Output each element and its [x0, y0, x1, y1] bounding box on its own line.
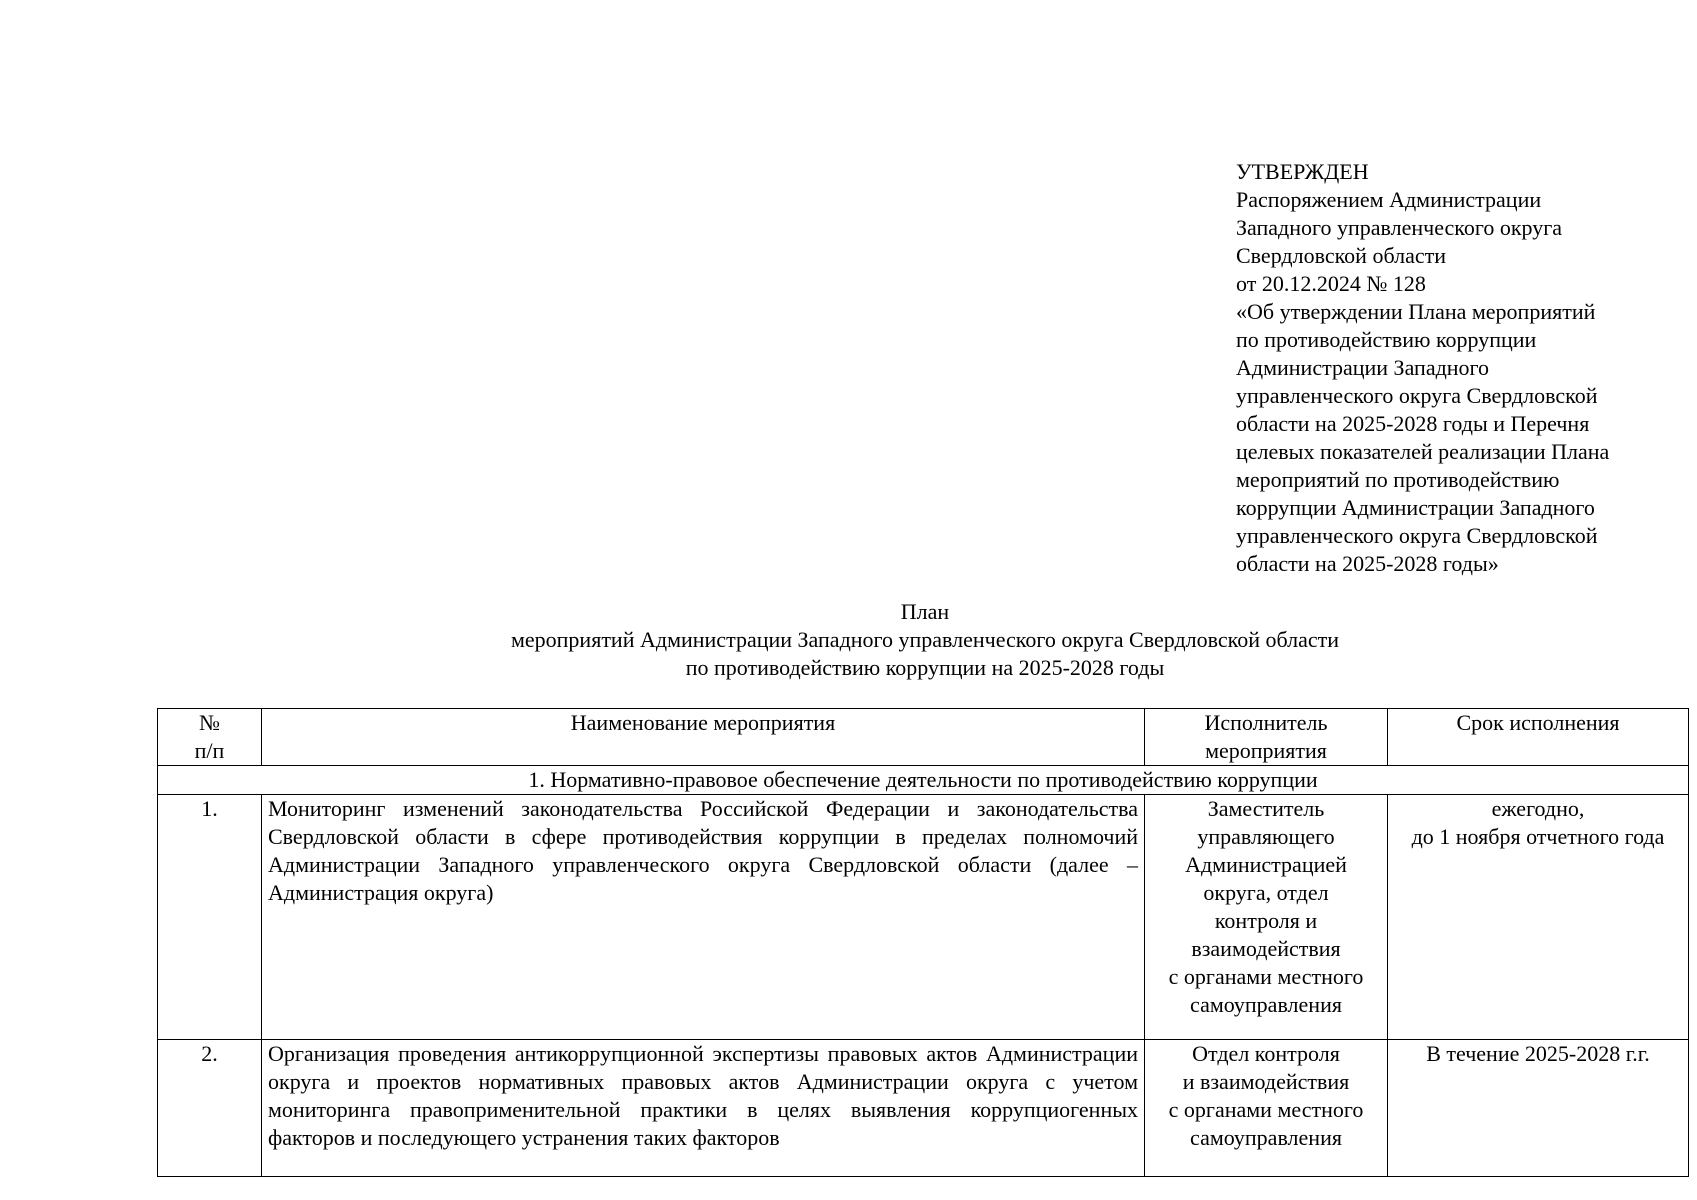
plan-title-line2: мероприятий Администрации Западного управленческого округа Свердловской области	[510, 627, 1340, 652]
row-name: Мониторинг изменений законодательства Российской Федерации и законодательства Свердловской области в сфере противодействия коррупции в пределах полномочий Администрации Западного управленческого округа Свердловской области (далее – Администрация округа)	[262, 795, 1145, 1040]
approval-line: области на 2025-2028 годы и Перечня	[1236, 411, 1590, 436]
approval-line: коррупции Администрации Западного	[1236, 495, 1595, 520]
row-name: Организация проведения антикоррупционной экспертизы правовых актов Администрации округа и проектов нормативных правовых актов Администрации округа с учетом мониторинга правоприменительной практики в целях выявления коррупциогенных факторов и последующего устранения таких факторов	[262, 1040, 1145, 1177]
plan-table	[157, 708, 1689, 1177]
section-row	[158, 766, 1689, 795]
approval-line: Распоряжением Администрации	[1236, 187, 1542, 212]
approval-line: управленческого округа Свердловской	[1236, 523, 1598, 548]
section-title: 1. Нормативно-правовое обеспечение деятельности по противодействию коррупции	[158, 766, 1689, 795]
approval-line: Администрации Западного	[1236, 355, 1490, 380]
approval-stamp	[1236, 158, 1676, 578]
approval-line: управленческого округа Свердловской	[1236, 383, 1598, 408]
approval-line: УТВЕРЖДЕН	[1236, 159, 1369, 184]
approval-line: Свердловской области	[1236, 243, 1446, 268]
table-header-row	[158, 709, 1689, 766]
row-term: В течение 2025-2028 г.г.	[1388, 1040, 1689, 1177]
header-term: Срок исполнения	[1388, 709, 1689, 766]
approval-line: Западного управленческого округа	[1236, 215, 1563, 240]
header-num: № п/п	[158, 709, 262, 766]
header-name: Наименование мероприятия	[262, 709, 1145, 766]
approval-line: от 20.12.2024 № 128	[1236, 271, 1426, 296]
row-term: ежегодно, до 1 ноября отчетного года	[1388, 795, 1689, 1040]
approval-line: области на 2025-2028 годы»	[1236, 551, 1499, 576]
table-row	[158, 795, 1689, 1040]
row-exec: Заместитель управляющего Администрацией округа, отдел контроля и взаимодействия с органами местного самоуправления	[1145, 795, 1388, 1040]
row-num: 1.	[158, 795, 262, 1040]
row-num: 2.	[158, 1040, 262, 1177]
header-exec: Исполнитель мероприятия	[1145, 709, 1388, 766]
table-row	[158, 1040, 1689, 1177]
plan-title-line3: по противодействию коррупции на 2025-2028 годы	[685, 655, 1165, 680]
plan-title-line1: План	[900, 599, 950, 624]
row-exec: Отдел контроля и взаимодействия с органами местного самоуправления	[1145, 1040, 1388, 1177]
approval-line: «Об утверждении Плана мероприятий	[1236, 299, 1596, 324]
plan-title	[160, 598, 1690, 682]
approval-line: по противодействию коррупции	[1236, 327, 1537, 352]
approval-line: целевых показателей реализации Плана	[1236, 439, 1610, 464]
approval-line: мероприятий по противодействию	[1236, 467, 1560, 492]
